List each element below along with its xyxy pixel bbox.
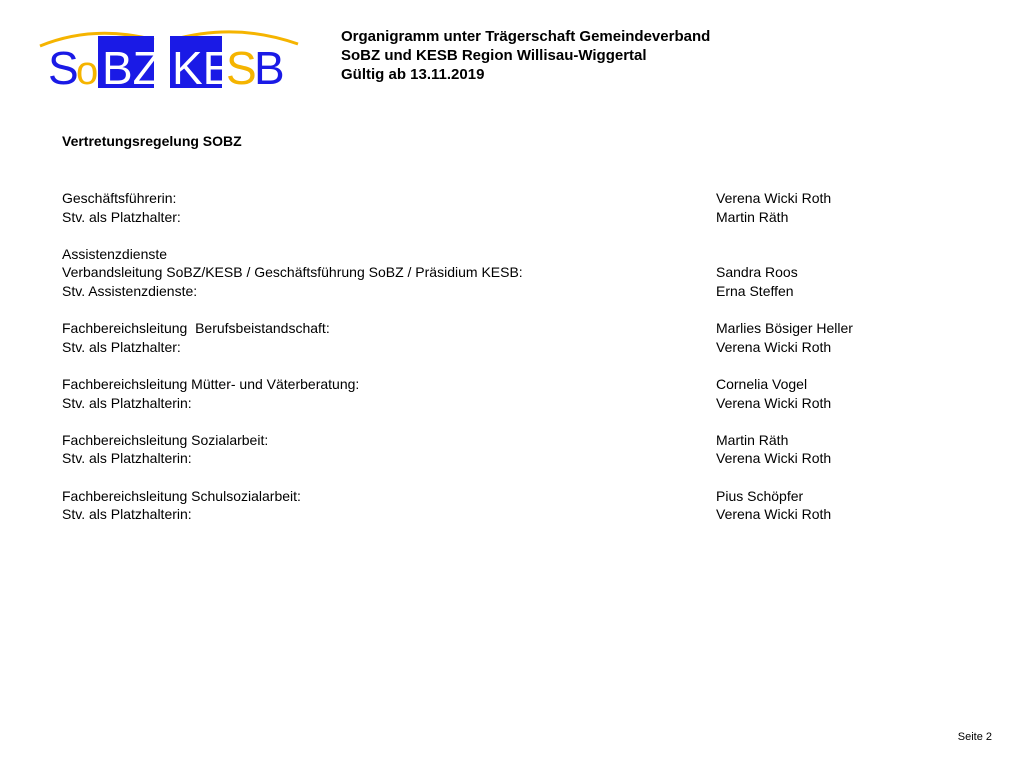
section-title: Vertretungsregelung SOBZ bbox=[62, 133, 242, 149]
person-name: Verena Wicki Roth bbox=[716, 394, 832, 411]
list-row bbox=[62, 375, 922, 394]
person-name: Martin Räth bbox=[716, 208, 789, 225]
logo-letter-o: o bbox=[76, 49, 99, 93]
list-row bbox=[62, 487, 922, 506]
role-label: Fachbereichsleitung Sozialarbeit: bbox=[62, 431, 269, 448]
role-label: Stv. als Platzhalter: bbox=[62, 208, 181, 225]
list-row bbox=[62, 394, 922, 413]
logo-letter-b: B bbox=[254, 42, 285, 94]
person-name: Marlies Bösiger Heller bbox=[716, 320, 853, 337]
role-label: Geschäftsführerin: bbox=[62, 190, 177, 206]
list-row bbox=[62, 189, 922, 208]
header-subtitle: SoBZ und KESB Region Willisau-Wiggertal bbox=[341, 47, 647, 64]
role-label: Fachbereichsleitung Schulsozialarbeit: bbox=[62, 487, 301, 504]
header-valid-date: Gültig ab 13.11.2019 bbox=[341, 66, 485, 83]
spacer bbox=[62, 468, 922, 487]
list-row bbox=[62, 449, 922, 468]
person-name: Pius Schöpfer bbox=[716, 487, 804, 504]
person-name: Verena Wicki Roth bbox=[716, 338, 832, 355]
person-name: Martin Räth bbox=[716, 431, 789, 448]
spacer bbox=[62, 301, 922, 320]
role-label: Fachbereichsleitung Berufsbeistandschaft: bbox=[62, 320, 330, 337]
header-title: Organigramm unter Trägerschaft Gemeindeverband bbox=[341, 28, 711, 45]
list-row bbox=[62, 282, 922, 301]
role-label: Stv. als Platzhalter: bbox=[62, 338, 181, 355]
logo-letters-bz: BZ bbox=[102, 42, 161, 94]
role-label: Assistenzdienste bbox=[62, 245, 168, 262]
role-label: Stv. als Platzhalterin: bbox=[62, 450, 192, 467]
list-row bbox=[62, 338, 922, 357]
list-row bbox=[62, 263, 922, 282]
role-label: Verbandsleitung SoBZ/KESB / Geschäftsführung SoBZ / Präsidium KESB: bbox=[62, 264, 523, 281]
logo-letters-ke: KE bbox=[172, 42, 234, 94]
person-name: Verena Wicki Roth bbox=[716, 450, 832, 467]
sobz-kesb-logo bbox=[36, 28, 306, 94]
spacer bbox=[62, 356, 922, 375]
role-label: Stv. Assistenzdienste: bbox=[62, 282, 198, 299]
person-name: Sandra Roos bbox=[716, 264, 798, 281]
list-row bbox=[62, 319, 922, 338]
representation-list bbox=[62, 189, 922, 524]
role-label: Fachbereichsleitung Mütter- und Väterberatung: bbox=[62, 375, 360, 392]
list-row bbox=[62, 208, 922, 227]
logo-letter-s: S bbox=[48, 42, 79, 94]
list-row bbox=[62, 245, 922, 264]
spacer bbox=[62, 226, 922, 245]
person-name: Verena Wicki Roth bbox=[716, 506, 832, 523]
person-name: Cornelia Vogel bbox=[716, 375, 808, 392]
logo-letter-s2: S bbox=[226, 42, 257, 94]
page-number: Seite 2 bbox=[957, 731, 992, 743]
role-label: Stv. als Platzhalterin: bbox=[62, 506, 192, 523]
logo bbox=[36, 28, 306, 94]
list-row bbox=[62, 431, 922, 450]
person-name: Erna Steffen bbox=[716, 282, 794, 299]
document-header bbox=[341, 27, 710, 84]
spacer bbox=[62, 412, 922, 431]
list-row bbox=[62, 505, 922, 524]
role-label: Stv. als Platzhalterin: bbox=[62, 394, 192, 411]
person-name: Verena Wicki Roth bbox=[716, 190, 832, 206]
